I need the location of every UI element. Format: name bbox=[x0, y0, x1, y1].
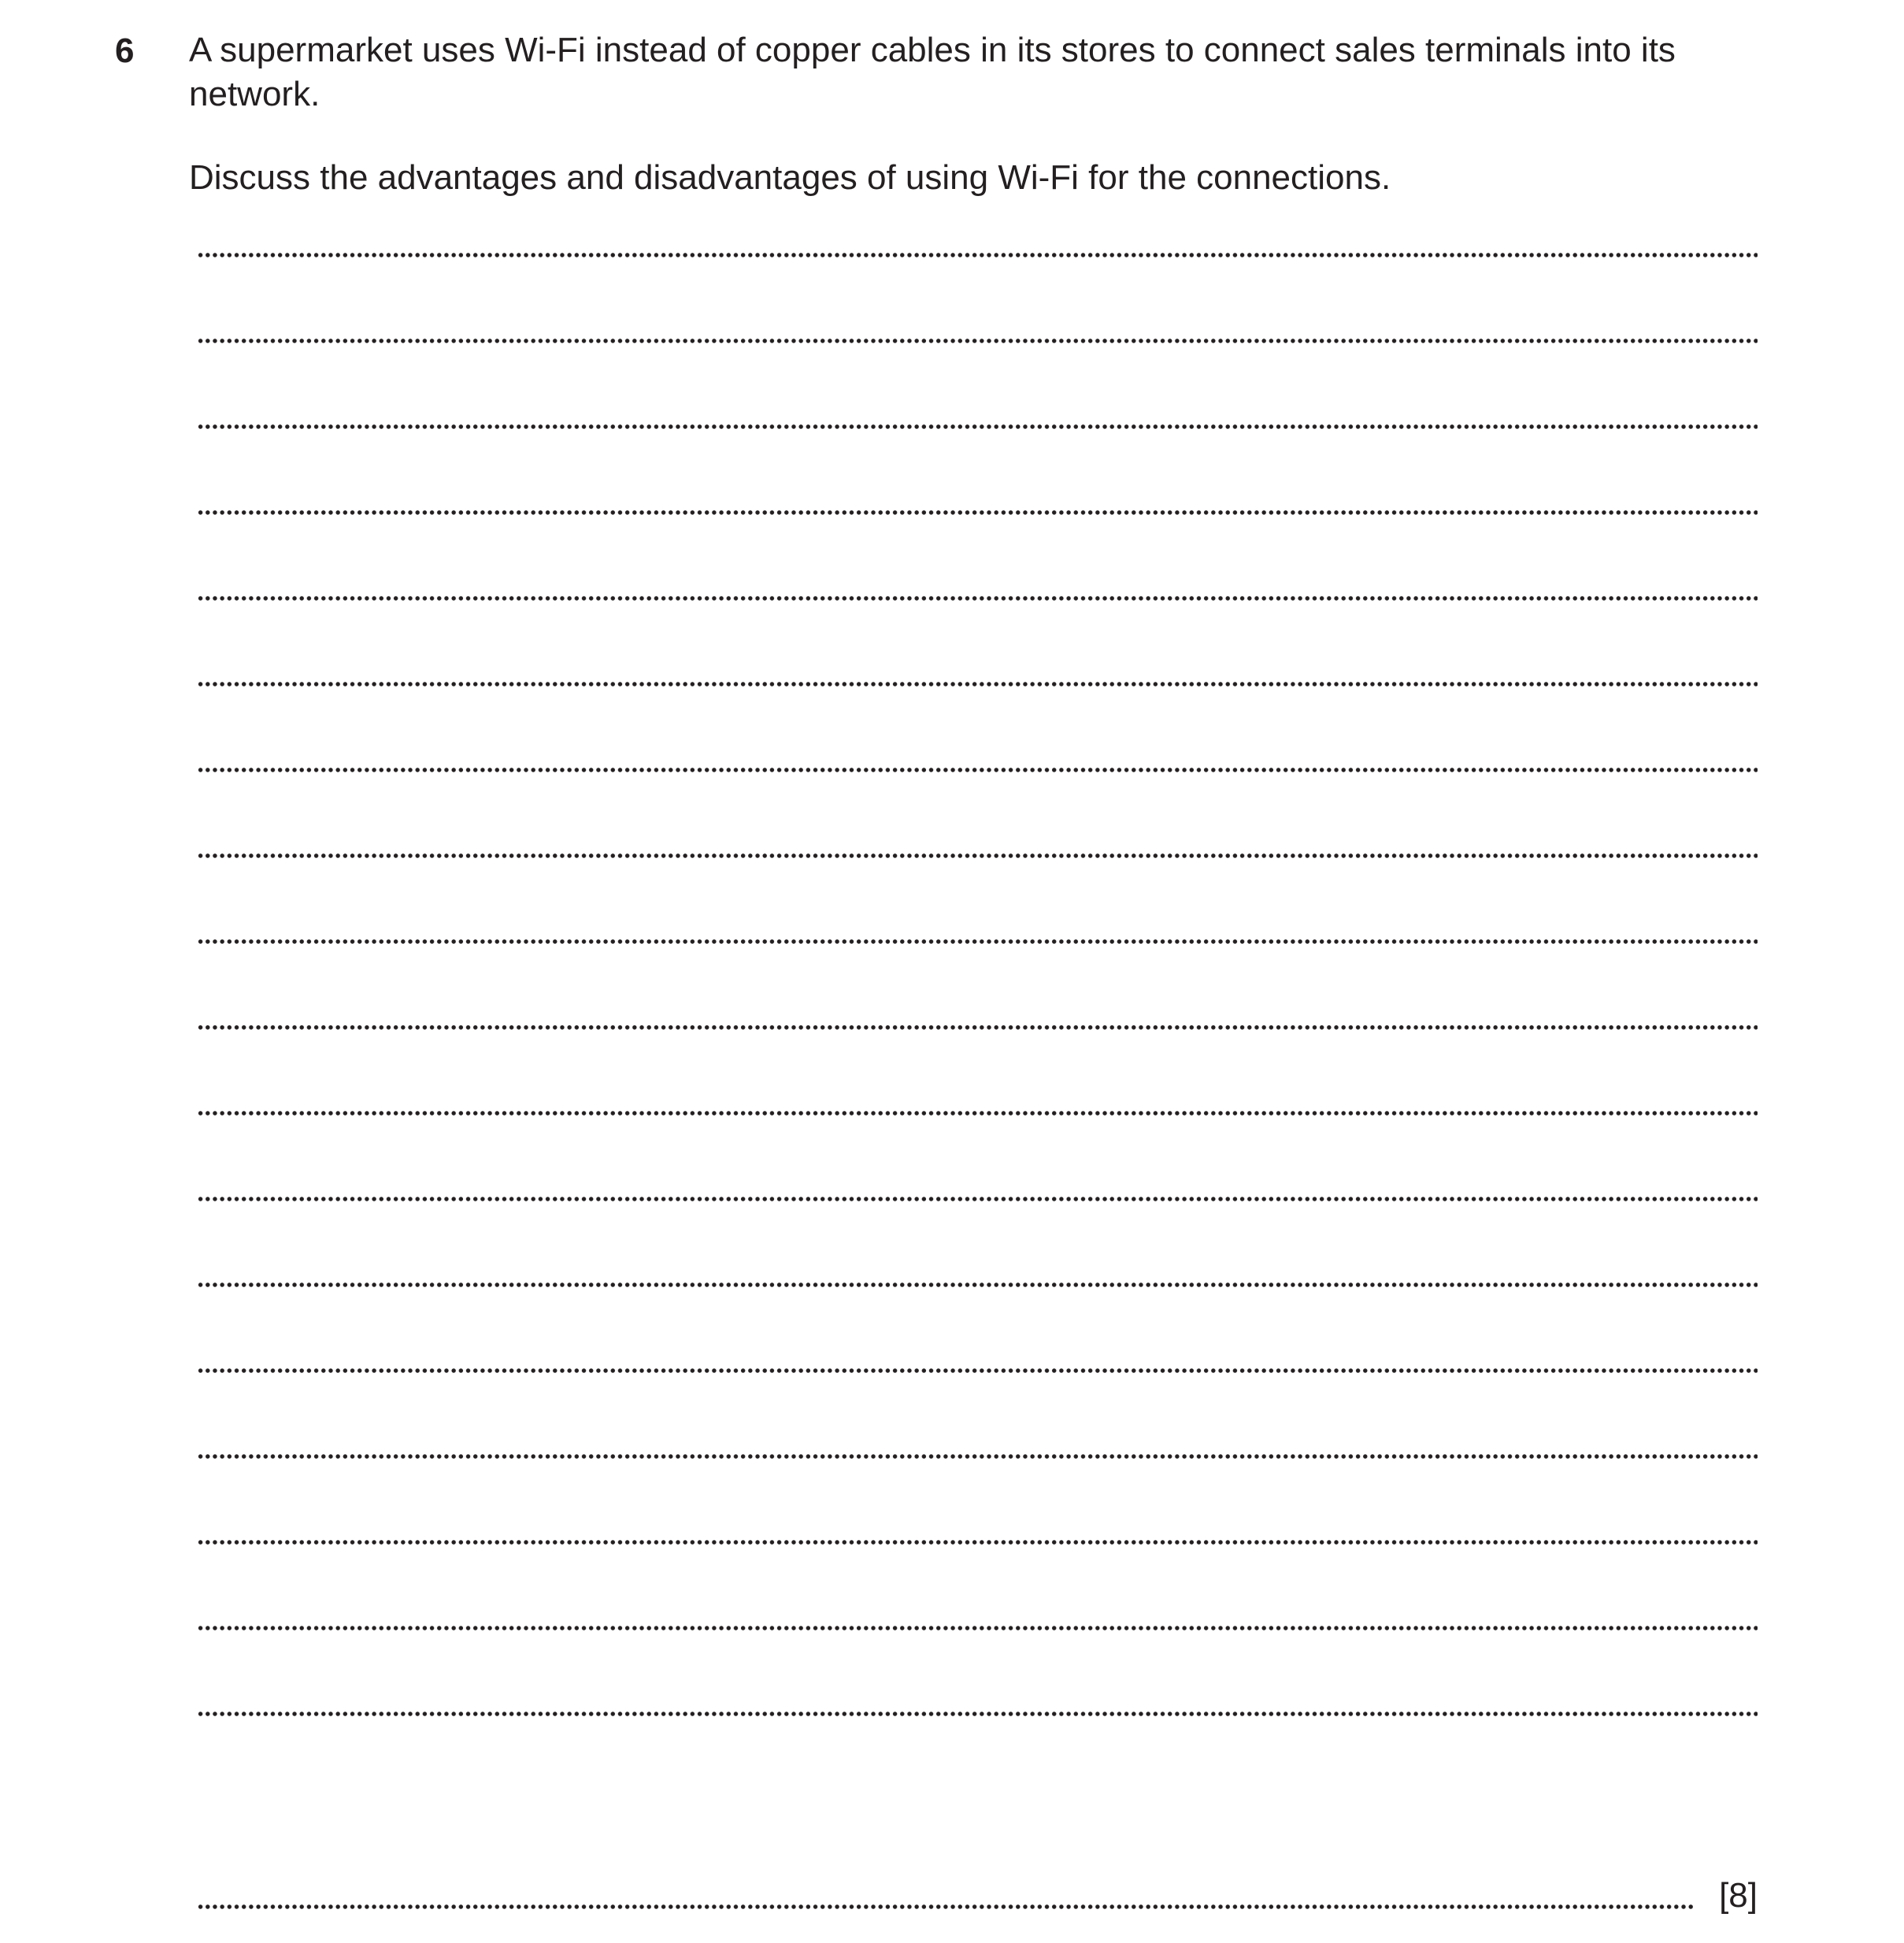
question-stem: A supermarket uses Wi-Fi instead of copper cables in its stores to connect sales terminals into its network. bbox=[189, 31, 1676, 113]
answer-line[interactable] bbox=[197, 1539, 1758, 1545]
answer-area bbox=[197, 252, 1758, 1797]
answer-line[interactable] bbox=[197, 681, 1758, 687]
answer-line[interactable] bbox=[197, 1196, 1758, 1202]
answer-line[interactable] bbox=[197, 1711, 1758, 1717]
final-answer-row bbox=[197, 1874, 1758, 1921]
answer-line[interactable] bbox=[197, 1453, 1758, 1460]
answer-line[interactable] bbox=[197, 252, 1758, 258]
answer-line[interactable] bbox=[197, 1368, 1758, 1374]
answer-line[interactable] bbox=[197, 595, 1758, 601]
question-instruction: Discuss the advantages and disadvantages of using Wi-Fi for the connections. bbox=[189, 158, 1391, 197]
answer-line[interactable] bbox=[197, 424, 1758, 430]
answer-line[interactable] bbox=[197, 509, 1758, 516]
question-number: 6 bbox=[115, 31, 135, 70]
answer-line[interactable] bbox=[197, 767, 1758, 773]
answer-line[interactable] bbox=[197, 1024, 1758, 1031]
answer-line[interactable] bbox=[197, 853, 1758, 859]
answer-line[interactable] bbox=[197, 1904, 1693, 1910]
answer-line[interactable] bbox=[197, 338, 1758, 344]
marks-allocation: [8] bbox=[1719, 1876, 1758, 1915]
answer-line[interactable] bbox=[197, 1110, 1758, 1116]
answer-line[interactable] bbox=[197, 1282, 1758, 1288]
answer-line[interactable] bbox=[197, 938, 1758, 945]
answer-line[interactable] bbox=[197, 1625, 1758, 1631]
